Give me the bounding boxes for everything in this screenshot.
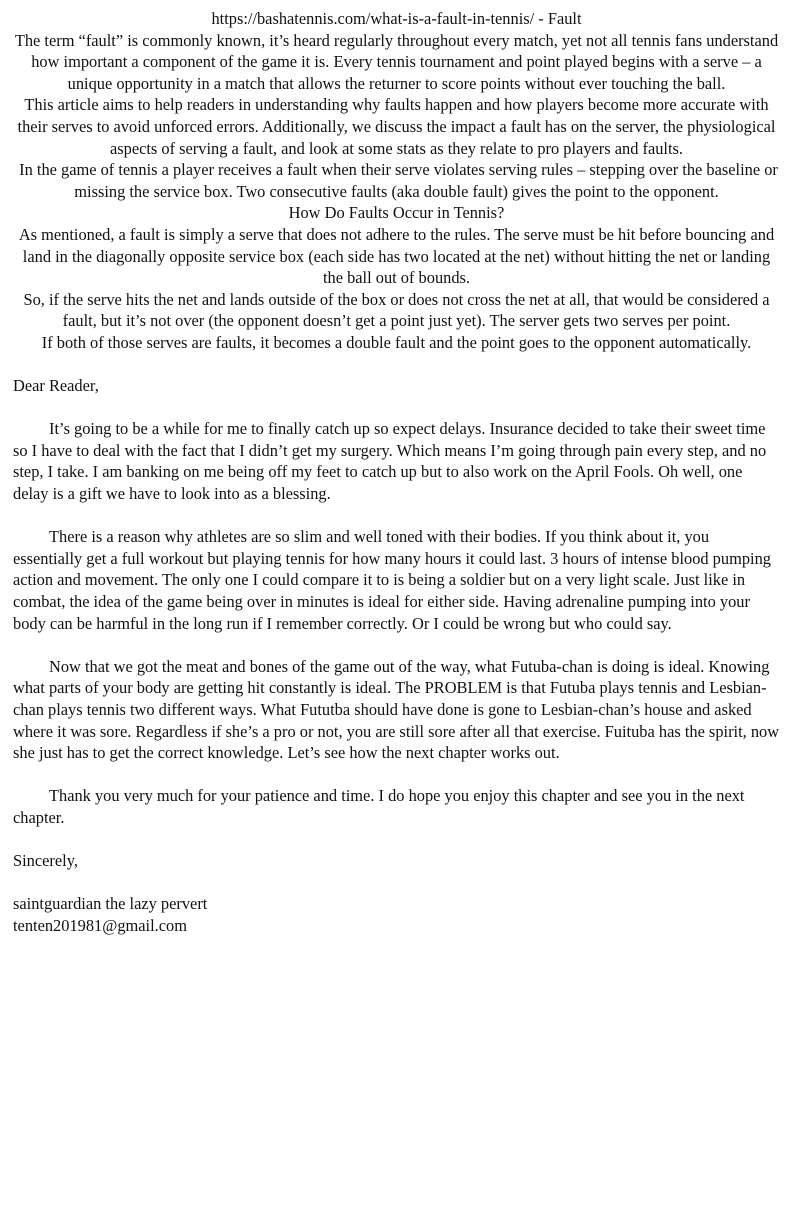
- article-paragraph-1: The term “fault” is commonly known, it’s heard regularly throughout every match, yet not all tennis fans understand how important a component of the game it is. Every tennis tournament and point played begins with a serve – a unique opportunity in a match that allows the returner to score points without ever touching the ball.: [14, 30, 779, 93]
- closing: Sincerely,: [13, 851, 78, 871]
- letter-paragraph-1: It’s going to be a while for me to finally catch up so expect delays. Insurance decided to take their sweet time so I have to deal with the fact that I didn’t get my surgery. Which means I’m going through pain every step, and no step, I take. I am banking on me being off my feet to catch up but to also work on the April Fools. Oh well, one delay is a gift we have to look into as a blessing.: [13, 419, 767, 504]
- quoted-article: [13, 8, 780, 354]
- article-paragraph-3: In the game of tennis a player receives a fault when their serve violates serving rules – stepping over the baseline or missing the service box. Two consecutive faults (aka double fault) gives the point to the opponent.: [19, 160, 778, 201]
- spacer: [13, 829, 780, 851]
- letter-paragraph-2: There is a reason why athletes are so slim and well toned with their bodies. If you think about it, you essentially get a full workout but playing tennis for how many hours it could last. 3 hours of intense blood pumping action and movement. The only one I could compare it to is being a soldier but on a very light scale. Just like in combat, the idea of the game being over in minutes is ideal for either side. Having adrenaline pumping into your body can be harmful in the long run if I remember correctly. Or I could be wrong but who could say.: [13, 527, 771, 633]
- signature-email: tenten201981@gmail.com: [13, 915, 187, 935]
- article-paragraph-2: This article aims to help readers in understanding why faults happen and how players become more accurate with their serves to avoid unforced errors. Additionally, we discuss the impact a fault has on the server, the physiological aspects of serving a fault, and look at some stats as they relate to pro players and faults.: [17, 95, 776, 158]
- spacer: [13, 505, 780, 527]
- source-line: https://bashatennis.com/what-is-a-fault-in-tennis/ - Fault: [211, 9, 582, 28]
- article-paragraph-6: If both of those serves are faults, it becomes a double fault and the point goes to the opponent automatically.: [41, 332, 752, 352]
- spacer: [13, 872, 780, 894]
- salutation: Dear Reader,: [13, 376, 99, 396]
- article-paragraph-5: So, if the serve hits the net and lands outside of the box or does not cross the net at all, that would be considered a fault, but it’s not over (the opponent doesn’t get a point just yet). The server gets two serves per point.: [23, 289, 770, 331]
- spacer: [13, 764, 780, 786]
- spacer: [13, 634, 780, 656]
- spacer: [13, 397, 780, 419]
- spacer: [13, 354, 780, 376]
- signature-name: saintguardian the lazy pervert: [13, 894, 208, 914]
- letter-paragraph-3: Now that we got the meat and bones of the game out of the way, what Futuba-chan is doing is ideal. Knowing what parts of your body are getting hit constantly is ideal. The PROBLEM is that Futuba plays tennis and Lesbian-chan plays tennis two different ways. What Fututba should have done is gone to Lesbian-chan’s house and asked where it was sore. Regardless if she’s a pro or not, you are still sore after all that exercise. Fuituba has the spirit, now she just has to get the correct knowledge. Let’s see how the next chapter works out.: [13, 656, 780, 763]
- article-paragraph-4: As mentioned, a fault is simply a serve that does not adhere to the rules. The serve must be hit before bouncing and land in the diagonally opposite service box (each side has two located at the net) without hitting the net or landing the ball out of bounds.: [18, 224, 775, 288]
- article-heading: How Do Faults Occur in Tennis?: [288, 203, 505, 223]
- letter-paragraph-4: Thank you very much for your patience and time. I do hope you enjoy this chapter and see you in the next chapter.: [13, 786, 745, 827]
- letter: [13, 375, 780, 936]
